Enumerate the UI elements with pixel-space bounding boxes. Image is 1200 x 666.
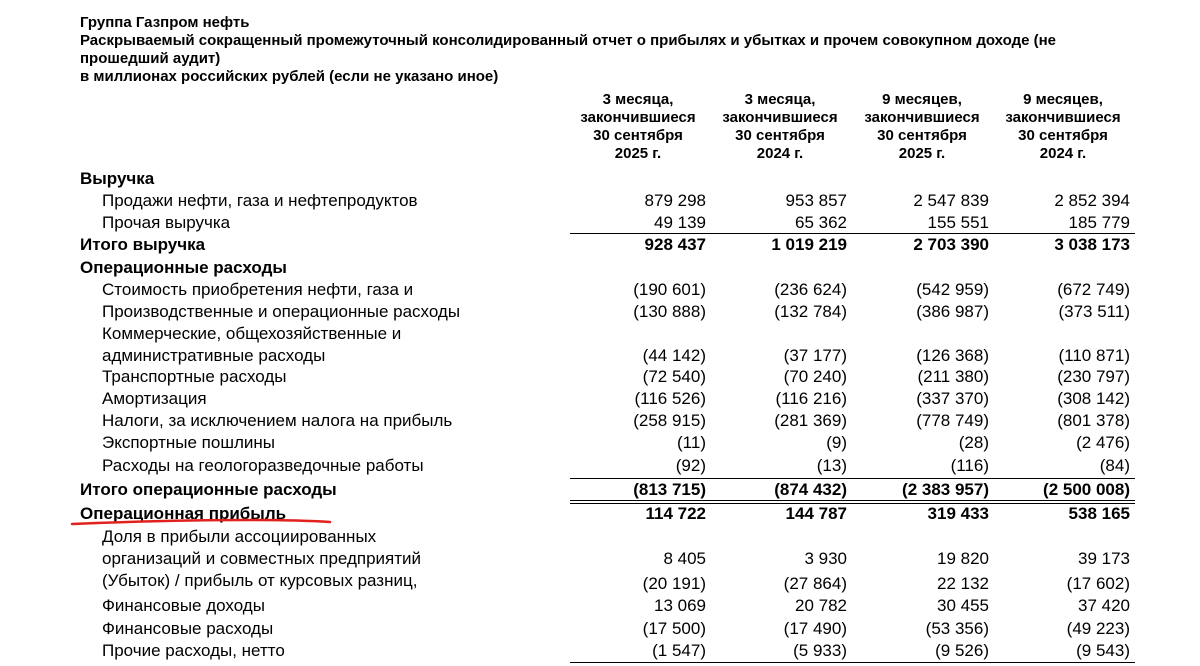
cell-9m-2024: (308 142) — [1057, 389, 1130, 408]
cell-q3-2025: 49 139 — [654, 213, 706, 232]
cell-q3-2025: (116 526) — [634, 389, 706, 408]
cell-q3-2024: (236 624) — [774, 280, 847, 299]
column-header-line: 2024 г. — [1039, 145, 1087, 162]
cell-9m-2024: (2 476) — [1076, 433, 1130, 452]
cell-9m-2024: (230 797) — [1057, 367, 1130, 386]
column-header-line: 30 сентября — [593, 127, 683, 144]
cell-9m-2025: (2 383 957) — [902, 480, 989, 499]
cell-q3-2024: (13) — [816, 456, 847, 475]
column-header-q3-2025 — [568, 91, 708, 163]
cell-9m-2025: 19 820 — [937, 549, 989, 568]
cell-q3-2024: (37 177) — [783, 346, 847, 365]
row-label: Доля в прибыли ассоциированных — [102, 527, 377, 546]
cell-9m-2024: (84) — [1099, 456, 1130, 475]
cell-9m-2025: (126 368) — [916, 346, 989, 365]
row-label: Расходы на геологоразведочные работы — [102, 456, 424, 475]
cell-9m-2024: 37 420 — [1078, 596, 1130, 615]
cell-9m-2024: 185 779 — [1068, 213, 1130, 232]
cell-9m-2024: (17 602) — [1066, 574, 1130, 593]
cell-9m-2025: 2 703 390 — [913, 235, 989, 254]
cell-9m-2024: (110 871) — [1058, 346, 1130, 365]
table-row — [0, 595, 1200, 617]
row-label: Налоги, за исключением налога на прибыль — [102, 411, 453, 430]
total-rule-opex — [570, 500, 1135, 504]
total-operating-expenses-row — [0, 479, 1200, 501]
bottom-rule — [570, 662, 1135, 663]
table-row — [0, 526, 1200, 570]
table-row — [0, 570, 1200, 592]
cell-q3-2024: (9) — [826, 433, 847, 452]
cell-q3-2024: (70 240) — [783, 367, 847, 386]
row-label: (Убыток) / прибыль от курсовых разниц, — [102, 571, 418, 590]
cell-9m-2024: 3 038 173 — [1054, 235, 1130, 254]
cell-q3-2025: (190 601) — [633, 280, 706, 299]
table-row — [0, 323, 1200, 367]
column-header-line: 2025 г. — [898, 145, 946, 162]
table-row — [0, 190, 1200, 212]
column-header-line: закончившиеся — [864, 109, 980, 126]
table-row — [0, 410, 1200, 432]
cell-9m-2025: 155 551 — [927, 213, 989, 232]
column-header-line: 2025 г. — [614, 145, 662, 162]
cell-q3-2025: 928 437 — [644, 235, 706, 254]
company-name: Группа Газпром нефть — [80, 14, 250, 31]
table-row — [0, 432, 1200, 454]
row-label: Операционная прибыль — [80, 504, 287, 523]
total-revenue-row — [0, 234, 1200, 256]
row-label: Производственные и операционные расходы — [102, 302, 461, 321]
column-header-line: закончившиеся — [722, 109, 838, 126]
table-row — [0, 618, 1200, 640]
column-header-line: закончившиеся — [1005, 109, 1121, 126]
column-header-9m-2025 — [852, 91, 992, 163]
column-header-line: 30 сентября — [877, 127, 967, 144]
cell-q3-2024: 65 362 — [795, 213, 847, 232]
cell-q3-2024: (116 216) — [775, 389, 847, 408]
row-label: Амортизация — [102, 389, 207, 408]
column-header-9m-2024 — [993, 91, 1133, 163]
cell-q3-2025: (11) — [677, 433, 706, 452]
cell-q3-2025: (44 142) — [642, 346, 706, 365]
cell-9m-2024: (2 500 008) — [1043, 480, 1130, 499]
report-units: в миллионах российских рублей (если не указано иное) — [80, 68, 499, 85]
cell-q3-2025: (17 500) — [642, 619, 706, 638]
table-row — [0, 455, 1200, 477]
cell-q3-2025: 8 405 — [663, 549, 706, 568]
column-header-line: 3 месяца, — [744, 91, 816, 108]
section-operating-expenses — [0, 257, 1200, 279]
column-header-line: 9 месяцев, — [1023, 91, 1103, 108]
cell-q3-2025: (130 888) — [633, 302, 706, 321]
row-label: Операционные расходы — [80, 258, 287, 277]
cell-q3-2024: 953 857 — [785, 191, 847, 210]
cell-9m-2025: (778 749) — [916, 411, 989, 430]
cell-q3-2024: (5 933) — [793, 641, 847, 660]
cell-9m-2024: 538 165 — [1068, 504, 1130, 523]
row-label: Финансовые расходы — [102, 619, 274, 638]
column-headers — [0, 91, 1200, 163]
cell-9m-2025: (28) — [958, 433, 989, 452]
column-header-line: 30 сентября — [1018, 127, 1108, 144]
table-row — [0, 212, 1200, 234]
row-label-continued: организаций и совместных предприятий — [102, 549, 422, 568]
cell-q3-2024: 144 787 — [785, 504, 847, 523]
cell-9m-2024: (49 223) — [1066, 619, 1130, 638]
report-title-continued: прошедший аудит) — [80, 50, 221, 67]
subtotal-rule-revenue — [570, 233, 1135, 234]
cell-q3-2025: (72 540) — [642, 367, 706, 386]
column-header-line: 3 месяца, — [602, 91, 674, 108]
cell-q3-2024: (132 784) — [774, 302, 847, 321]
cell-9m-2024: (801 378) — [1057, 411, 1130, 430]
row-label: Финансовые доходы — [102, 596, 265, 615]
column-header-line: 2024 г. — [756, 145, 804, 162]
red-underline-annotation — [70, 518, 332, 526]
cell-9m-2025: (542 959) — [916, 280, 989, 299]
cell-9m-2024: 39 173 — [1078, 549, 1130, 568]
cell-q3-2024: (27 864) — [783, 574, 847, 593]
row-label: Итого выручка — [80, 235, 206, 254]
report-title: Раскрываемый сокращенный промежуточный консолидированный отчет о прибылях и убытках и прочем совокупном доходе (не — [80, 32, 1057, 49]
cell-q3-2024: 1 019 219 — [771, 235, 847, 254]
cell-9m-2025: (53 356) — [925, 619, 989, 638]
column-header-line: 30 сентября — [735, 127, 825, 144]
cell-q3-2025: 879 298 — [644, 191, 706, 210]
row-label: Транспортные расходы — [102, 367, 287, 386]
cell-9m-2025: (9 526) — [935, 641, 989, 660]
cell-9m-2024: 2 852 394 — [1054, 191, 1130, 210]
column-header-q3-2024 — [710, 91, 850, 163]
cell-9m-2024: (373 511) — [1058, 302, 1130, 321]
table-row — [0, 366, 1200, 388]
cell-9m-2025: 30 455 — [937, 596, 989, 615]
report-header — [80, 14, 1170, 86]
cell-q3-2024: 3 930 — [804, 549, 847, 568]
cell-9m-2025: (211 380) — [917, 367, 989, 386]
cell-q3-2024: (874 432) — [774, 480, 847, 499]
cell-9m-2025: (337 370) — [916, 389, 989, 408]
subtotal-rule-opex — [570, 478, 1135, 479]
cell-q3-2024: (281 369) — [774, 411, 847, 430]
column-header-line: закончившиеся — [580, 109, 696, 126]
cell-q3-2025: 13 069 — [654, 596, 706, 615]
cell-q3-2024: (17 490) — [783, 619, 847, 638]
row-label: Коммерческие, общехозяйственные и — [102, 324, 402, 343]
cell-9m-2025: 319 433 — [927, 504, 989, 523]
row-label: Выручка — [80, 169, 155, 188]
cell-q3-2025: (258 915) — [633, 411, 706, 430]
cell-9m-2025: (116) — [950, 456, 989, 475]
section-revenue — [0, 168, 1200, 190]
row-label: Продажи нефти, газа и нефтепродуктов — [102, 191, 418, 210]
cell-9m-2024: (672 749) — [1057, 280, 1130, 299]
cell-9m-2025: 22 132 — [937, 574, 989, 593]
cell-9m-2025: (386 987) — [916, 302, 989, 321]
row-label: Стоимость приобретения нефти, газа и — [102, 280, 414, 299]
table-row — [0, 301, 1200, 323]
table-row — [0, 388, 1200, 410]
row-label-continued: административные расходы — [102, 346, 326, 365]
row-label: Прочая выручка — [102, 213, 231, 232]
row-label: Экспортные пошлины — [102, 433, 275, 452]
cell-q3-2025: (1 547) — [652, 641, 706, 660]
cell-q3-2025: 114 722 — [645, 504, 706, 523]
row-label: Прочие расходы, нетто — [102, 641, 285, 660]
cell-q3-2025: (813 715) — [633, 480, 706, 499]
cell-q3-2025: (20 191) — [642, 574, 706, 593]
cell-q3-2025: (92) — [675, 456, 706, 475]
cell-9m-2025: 2 547 839 — [913, 191, 989, 210]
row-label: Итого операционные расходы — [80, 480, 337, 499]
cell-q3-2024: 20 782 — [795, 596, 847, 615]
table-row — [0, 640, 1200, 662]
column-header-line: 9 месяцев, — [882, 91, 962, 108]
table-row — [0, 279, 1200, 301]
cell-9m-2024: (9 543) — [1076, 641, 1130, 660]
